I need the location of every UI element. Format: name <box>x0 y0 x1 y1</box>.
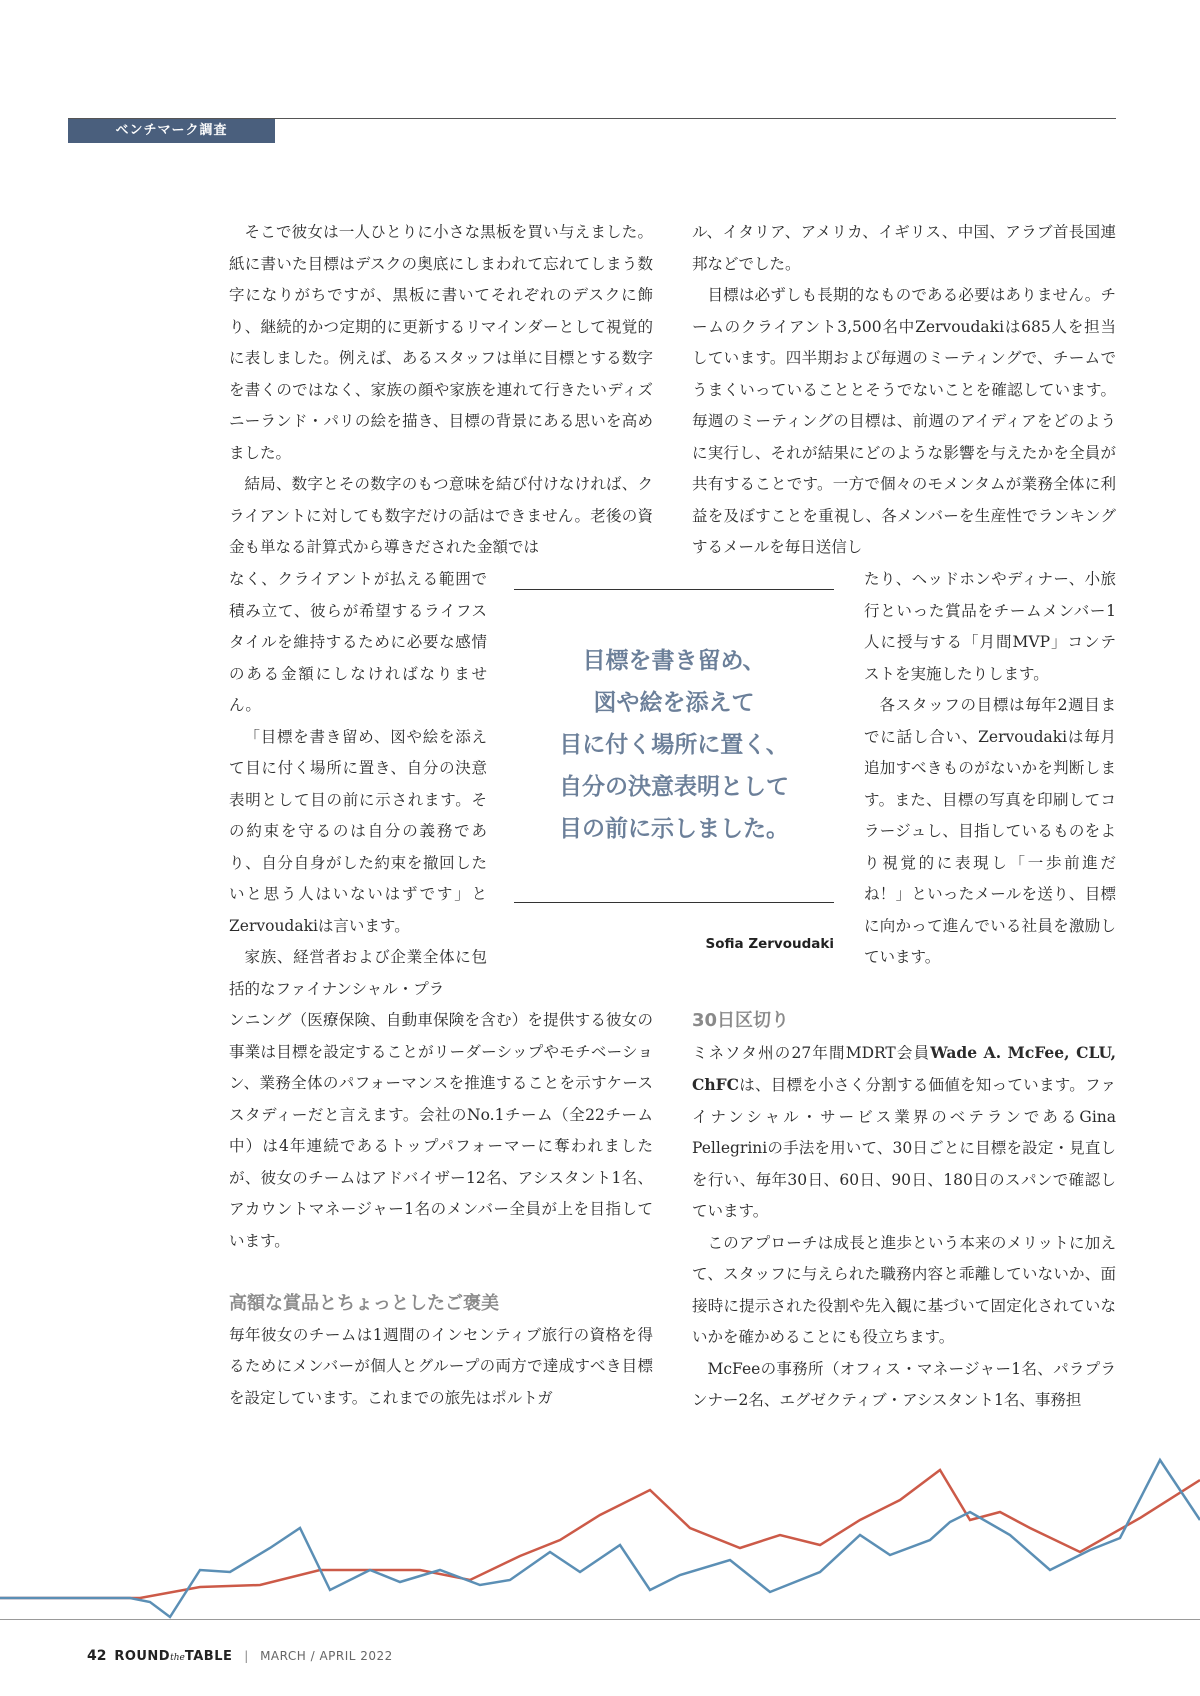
pullquote <box>514 640 834 850</box>
pullquote-line: 自分の決意表明として <box>559 774 789 800</box>
right-column-bottom <box>692 1005 1116 1417</box>
pullquote-line: 目標を書き留め、 <box>582 648 766 674</box>
subhead-30-days: 30日区切り <box>692 1010 790 1031</box>
paragraph: McFeeの事務所（オフィス・マネージャー1名、パラプランナー2名、エグゼクティブ・アシスタント1名、事務担 <box>692 1359 1116 1409</box>
page-number: 42 <box>87 1648 107 1664</box>
left-column-top <box>229 217 653 564</box>
paragraph: 目標は必ずしも長期的なものである必要はありません。チームのクライアント3,500名中Zervoudakiは685人を担当しています。四半期および毎週のミーティングで、チームでうまくいっていることとそうでないことを確認しています。毎週のミーティングの目標は、前週のアイディアをどのように実行し、それが結果にどのような影響を与えたかを全員が共有することです。一方で個々のモメンタムが業務全体に利益を及ぼすことを重視し、各メンバーを生産性でランキングするメールを毎日送信し <box>692 286 1116 556</box>
pullquote-attribution: Sofia Zervoudaki <box>705 936 834 952</box>
right-column-top <box>692 217 1116 564</box>
pullquote-top-rule <box>514 589 834 590</box>
footer-rule <box>0 1619 1200 1620</box>
paragraph <box>692 1037 1116 1228</box>
left-column-bottom <box>229 1005 653 1414</box>
decorative-line-graphic <box>0 1440 1200 1620</box>
paragraph: 各スタッフの目標は毎年2週目までに話し合い、Zervoudakiは毎月追加すべきものがないかを判断します。また、目標の写真を印刷してコラージュし、目指しているものをより視覚的に表現し「一歩前進だね！」といったメールを送り、目標に向かって進んでいる社員を激励しています。 <box>864 696 1116 966</box>
paragraph: ル、イタリア、アメリカ、イギリス、中国、アラブ首長国連邦などでした。 <box>692 223 1116 273</box>
right-column-narrow <box>864 564 1116 974</box>
left-column-narrow <box>229 564 487 1005</box>
pullquote-line: 目に付く場所に置く、 <box>559 732 789 758</box>
section-tag: ベンチマーク調査 <box>68 119 275 143</box>
footer <box>87 1648 393 1664</box>
logo-table: TABLE <box>184 1649 233 1664</box>
decorative-blue-line <box>0 1460 1200 1617</box>
issue-date: MARCH / APRIL 2022 <box>260 1649 393 1663</box>
pullquote-line: 目の前に示しました。 <box>559 816 789 842</box>
paragraph: 「目標を書き留め、図や絵を添えて目に付く場所に置き、自分の決意表明として目の前に示されます。その約束を守るのは自分の義務であり、自分自身がした約束を撤回したいと思う人はいないはずです」とZervoudakiは言います。 <box>229 727 487 935</box>
paragraph: そこで彼女は一人ひとりに小さな黒板を買い与えました。紙に書いた目標はデスクの奥底にしまわれて忘れてしまう数字になりがちですが、黒板に書いてそれぞれのデスクに飾り、継続的かつ定期的に更新するリマインダーとして視覚的に表しました。例えば、あるスタッフは単に目標とする数字を書くのではなく、家族の顔や家族を連れて行きたいディズニーランド・パリの絵を描き、目標の背景にある思いを高めました。 <box>229 223 653 462</box>
paragraph: なく、クライアントが払える範囲で積み立て、彼らが希望するライフスタイルを維持するために必要な感情のある金額にしなければなりません。 <box>229 570 487 714</box>
text: は、目標を小さく分割する価値を知っています。ファイナンシャル・サービス業界のベテランであるGina Pellegriniの手法を用いて、30日ごとに目標を設定・見直しを行い、毎年30日、60日、90日、180日のスパンで確認しています。 <box>692 1076 1116 1220</box>
decorative-red-line <box>0 1470 1200 1598</box>
pullquote-bottom-rule <box>514 902 834 903</box>
logo-the: the <box>170 1653 185 1663</box>
logo-round: ROUND <box>114 1649 171 1664</box>
magazine-logo <box>114 1649 232 1664</box>
subhead-rewards: 高額な賞品とちょっとしたご褒美 <box>229 1293 499 1314</box>
paragraph: このアプローチは成長と進歩という本来のメリットに加えて、スタッフに与えられた職務内容と乖離していないか、面接時に提示された役割や先入観に基づいて固定化されていないかを確かめることにも役立ちます。 <box>692 1233 1116 1346</box>
paragraph: 結局、数字とその数字のもつ意味を結び付けなければ、クライアントに対しても数字だけの話はできません。老後の資金も単なる計算式から導きだされた金額では <box>229 475 653 556</box>
pullquote-line: 図や絵を添えて <box>593 690 755 716</box>
person-name: Wade A. McFee, CLU, ChFC <box>692 1042 1116 1094</box>
paragraph: ンニング（医療保険、自動車保険を含む）を提供する彼女の事業は目標を設定することがリーダーシップやモチベーション、業務全体のパフォーマンスを推進することを示すケーススタディーだと言えます。会社のNo.1チーム（全22チーム中）は4年連続であるトップパフォーマーに奪われましたが、彼女のチームはアドバイザー12名、アシスタント1名、アカウントマネージャー1名のメンバー全員が上を目指しています。 <box>229 1011 653 1250</box>
paragraph: たり、ヘッドホンやディナー、小旅行といった賞品をチームメンバー1人に授与する「月間MVP」コンテストを実施したりします。 <box>864 570 1116 683</box>
paragraph: 家族、経営者および企業全体に包括的なファイナンシャル・プラ <box>229 948 487 998</box>
text: ミネソタ州の27年間MDRT会員 <box>692 1043 931 1062</box>
paragraph: 毎年彼女のチームは1週間のインセンティブ旅行の資格を得るためにメンバーが個人とグループの両方で達成すべき目標を設定しています。これまでの旅先はポルトガ <box>229 1325 653 1407</box>
footer-separator: | <box>244 1649 249 1663</box>
